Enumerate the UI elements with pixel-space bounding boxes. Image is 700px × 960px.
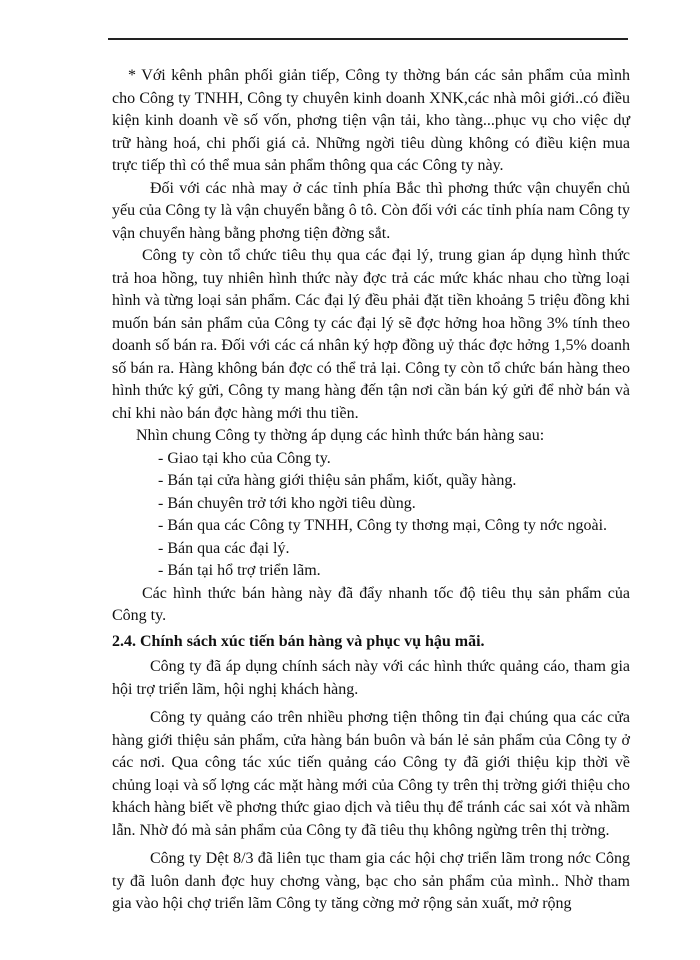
paragraph-advertising: Công ty quảng cáo trên nhiều phơng tiện thông tin đại chúng qua các cửa hàng giới thiệu sản phẩm, cửa hàng bán buôn và bán lẻ sản phẩm của Công ty ở các nơi. Qua công tác xúc tiến quảng cáo Công ty đã giới thiệu kịp thời về chủng loại và số lợng các mặt hàng mới của Công ty trên thị trờng giới thiệu cho khách hàng biết về phơng thức giao dịch và tiêu thụ để tránh các sai xót và nhầm lẫn. Nhờ đó mà sản phẩm của Công ty đã tiêu thụ không ngừng trên thị trờng. bbox=[112, 709, 630, 839]
list-item: - Bán tại cửa hàng giới thiệu sản phẩm, kiốt, quầy hàng. bbox=[158, 472, 517, 489]
sales-forms-list bbox=[112, 448, 630, 583]
paragraph-sales-intro: Nhìn chung Công ty thờng áp dụng các hình thức bán hàng sau: bbox=[136, 427, 545, 444]
paragraph-transport: Đối với các nhà may ở các tỉnh phía Bắc thì phơng thức vận chuyển chủ yếu của Công ty là vận chuyển bằng ô tô. Còn đối với các tỉnh phía nam Công ty vận chuyển hàng bằng phơng tiện đờng sắt. bbox=[112, 179, 630, 242]
paragraph-promotion-intro: Công ty đã áp dụng chính sách này với các hình thức quảng cáo, tham gia hội trợ triển lãm, hội nghị khách hàng. bbox=[112, 658, 630, 698]
paragraph-trade-fairs: Công ty Dệt 8/3 đã liên tục tham gia các hội chợ triển lãm trong nớc Công ty đã luôn danh đợc huy chơng vàng, bạc cho sản phẩm của mình.. Nhờ tham gia vào hội chợ triển lãm Công ty tăng cờng mở rộng sản xuất, mở rộng bbox=[112, 850, 630, 912]
list-item: - Bán tại hổ trợ triển lãm. bbox=[158, 562, 321, 579]
section-heading: 2.4. Chính sách xúc tiến bán hàng và phục vụ hậu mãi. bbox=[112, 632, 485, 650]
document-body bbox=[112, 65, 630, 916]
header-rule bbox=[108, 38, 628, 40]
list-item: - Bán qua các đại lý. bbox=[158, 539, 290, 557]
list-item: - Bán qua các Công ty TNHH, Công ty thơng mại, Công ty nớc ngoài. bbox=[158, 517, 608, 534]
paragraph-agents: Công ty còn tổ chức tiêu thụ qua các đại lý, trung gian áp dụng hình thức trả hoa hồng, tuy nhiên hình thức này đợc trả các mức khác nhau cho từng loại hình và từng loại sản phẩm. Các đại lý đều phải đặt tiền khoảng 5 triệu đồng khi muốn bán sản phẩm của Công ty các đại lý sẽ đợc hởng hoa hồng 3% tính theo doanh số bán ra. Đối với các cá nhân ký hợp đồng uỷ thác đợc hởng 1,5% doanh số bán ra. Hàng không bán đợc có thể trả lại. Công ty còn tổ chức bán hàng theo hình thức ký gửi, Công ty mang hàng đến tận nơi cần bán ký gửi để nhờ bán và chỉ khi nào bán đợc hàng mới thu tiền. bbox=[112, 247, 630, 422]
list-item: - Giao tại kho của Công ty. bbox=[158, 449, 331, 467]
paragraph-indirect-channel: * Với kênh phân phối giản tiếp, Công ty thờng bán các sản phẩm của mình cho Công ty TNHH, Công ty chuyên kinh doanh XNK,các nhà môi giới..có điều kiện kinh doanh về số vốn, phơng tiện vận tải, kho tàng...phục vụ cho việc dự trữ hàng hoá, chi phối giá cả. Những ngời tiêu dùng không có điều kiện mua trực tiếp thì có thể mua sản phẩm thông qua các Công ty này. bbox=[112, 67, 630, 174]
list-item: - Bán chuyên trở tới kho ngời tiêu dùng. bbox=[158, 494, 416, 512]
paragraph-closing: Các hình thức bán hàng này đã đẩy nhanh tốc độ tiêu thụ sản phẩm của Công ty. bbox=[112, 584, 630, 624]
